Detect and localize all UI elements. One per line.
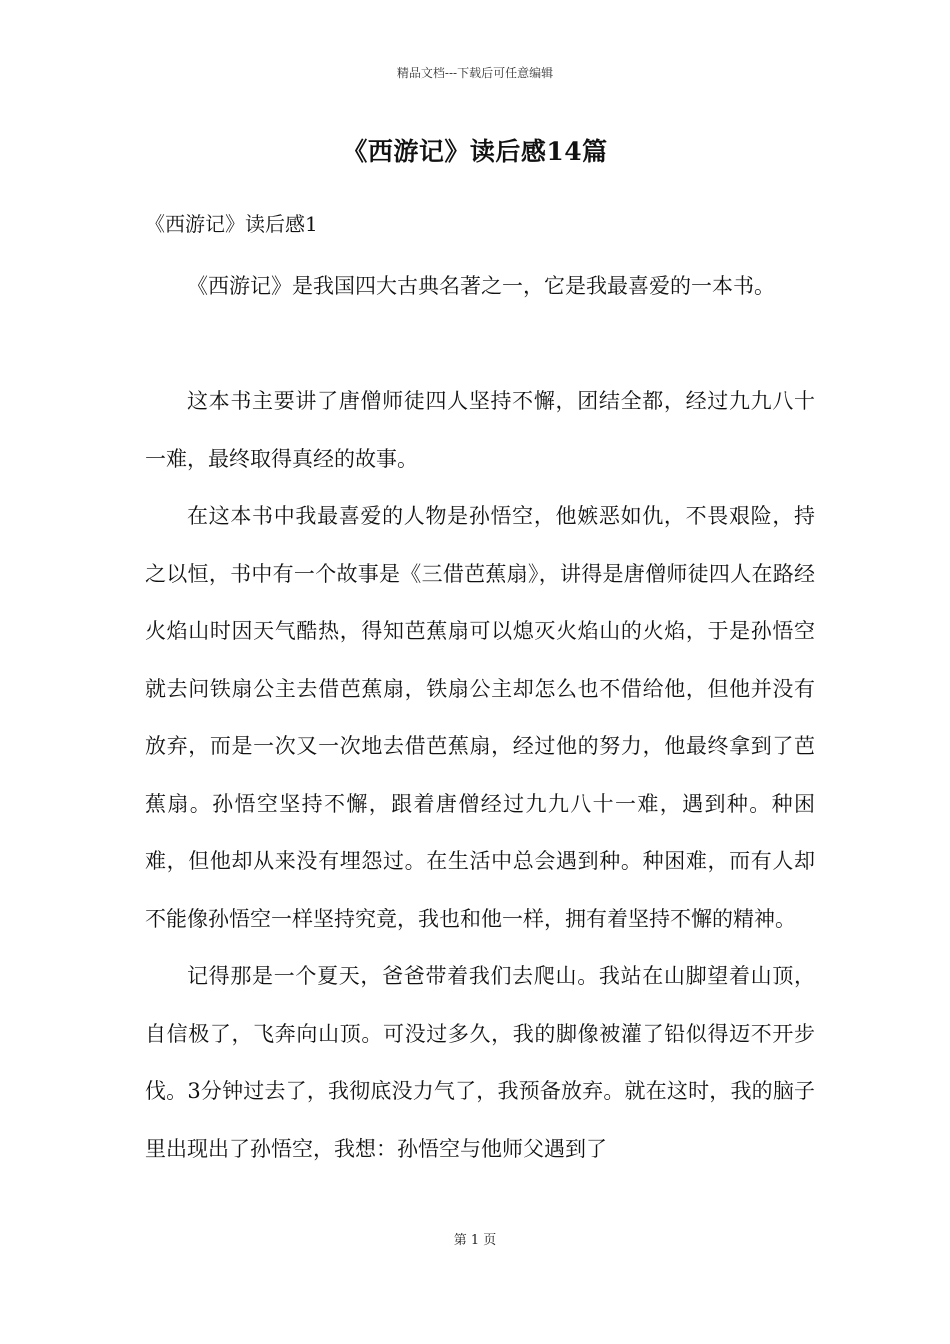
paragraph-1: 《西游记》是我国四大古典名著之一，它是我最喜爱的一本书。: [187, 274, 775, 298]
header-note: 精品文档---下载后可任意编辑: [396, 66, 554, 80]
section-title: 《西游记》读后感1: [145, 212, 318, 236]
document-title: 《西游记》读后感14篇: [342, 137, 608, 166]
paragraph-2: 这本书主要讲了唐僧师徒四人坚持不懈，团结全都，经过九九八十一难，最终取得真经的故事。: [145, 389, 815, 471]
body-text: [145, 258, 815, 1178]
page-number: 第 1 页: [453, 1233, 497, 1248]
paragraph-4: 记得那是一个夏天，爸爸带着我们去爬山。我站在山脚望着山顶，自信极了，飞奔向山顶。可没过多久，我的脚像被灌了铅似得迈不开步伐。3分钟过去了，我彻底没力气了，我预备放弃。就在这时，我的脑子里出现出了孙悟空，我想：孙悟空与他师父遇到了: [145, 964, 815, 1161]
paragraph-3: 在这本书中我最喜爱的人物是孙悟空，他嫉恶如仇，不畏艰险，持之以恒，书中有一个故事是《三借芭蕉扇》，讲得是唐僧师徒四人在路经火焰山时因天气酷热，得知芭蕉扇可以熄灭火焰山的火焰，于是孙悟空就去问铁扇公主去借芭蕉扇，铁扇公主却怎么也不借给他，但他并没有放弃，而是一次又一次地去借芭蕉扇，经过他的努力，他最终拿到了芭蕉扇。孙悟空坚持不懈，跟着唐僧经过九九八十一难，遇到种。种困难，但他却从来没有埋怨过。在生活中总会遇到种。种困难，而有人却不能像孙悟空一样坚持究竟，我也和他一样，拥有着坚持不懈的精神。: [145, 504, 815, 931]
